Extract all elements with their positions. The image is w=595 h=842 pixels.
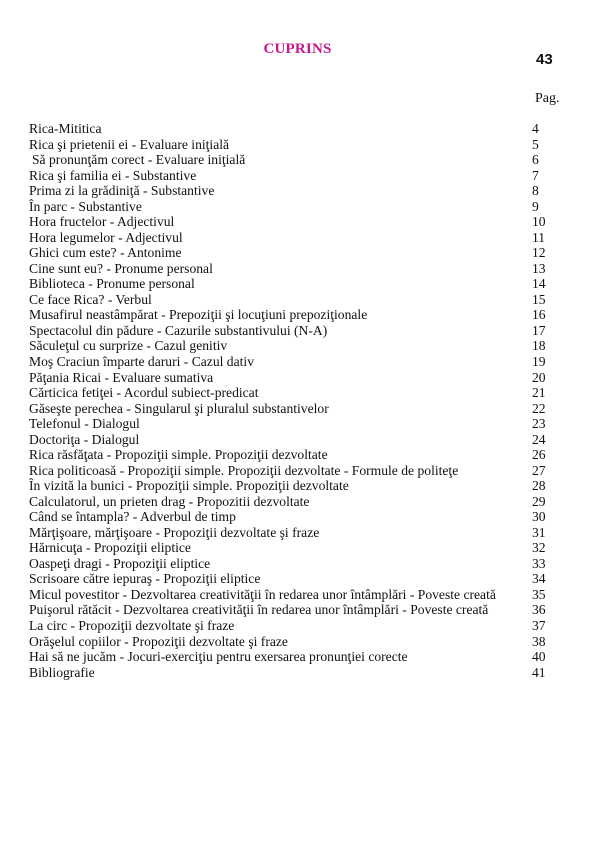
toc-entry xyxy=(29,494,549,510)
toc-entry-page: 13 xyxy=(532,260,546,276)
toc-entry-page: 30 xyxy=(532,509,546,525)
toc-entry xyxy=(29,183,549,199)
toc-title: CUPRINS xyxy=(263,41,332,57)
toc-entry-page: 34 xyxy=(532,571,546,587)
toc-entry-title: Moş Craciun împarte daruri - Cazul dativ xyxy=(29,353,254,369)
toc-entry xyxy=(29,338,549,354)
toc-entry-title: Hărnicuţa - Propoziţii eliptice xyxy=(29,540,191,556)
toc-entry xyxy=(29,540,549,556)
toc-entry-title: Cărticica fetiţei - Acordul subiect-predicat xyxy=(29,385,259,401)
toc-entry-title: Mărţişoare, mărţişoare - Propoziţii dezvoltate şi fraze xyxy=(29,524,320,540)
toc-entry-page: 23 xyxy=(532,416,546,432)
toc-entry-title: Doctoriţa - Dialogul xyxy=(29,431,140,447)
toc-entry-page: 15 xyxy=(532,291,546,307)
toc-entry-title: Rica-Mititica xyxy=(29,121,102,136)
toc-entry-title: Puişorul rătăcit - Dezvoltarea creativităţii în redarea unor întâmplări - Poveste creată xyxy=(29,602,489,618)
toc-entry-page: 5 xyxy=(532,136,539,152)
toc-entry-title: Când se întampla? - Adverbul de timp xyxy=(29,509,236,525)
toc-entry-title: Hora fructelor - Adjectivul xyxy=(29,214,175,230)
toc-entry-page: 31 xyxy=(532,524,546,540)
toc-entry-page: 26 xyxy=(532,447,546,463)
toc-entry-title: Săculeţul cu surprize - Cazul genitiv xyxy=(29,338,228,354)
toc-entry xyxy=(29,447,549,463)
toc-entry-title: Calculatorul, un prieten drag - Propozitii dezvoltate xyxy=(29,493,310,509)
toc-entry xyxy=(29,525,549,541)
toc-entry-page: 24 xyxy=(532,431,546,447)
toc-entry xyxy=(29,261,549,277)
toc-entry xyxy=(29,463,549,479)
toc-entry-title: Musafirul neastâmpărat - Prepoziţii şi locuţiuni prepoziţionale xyxy=(29,307,368,323)
toc-entry xyxy=(29,230,549,246)
toc-entry xyxy=(29,385,549,401)
toc-entry-title: Rica politicoasă - Propoziţii simple. Propoziţii dezvoltate - Formule de politeţe xyxy=(29,462,459,478)
toc-entry-title: Cine sunt eu? - Pronume personal xyxy=(29,260,213,276)
toc-entry xyxy=(29,323,549,339)
toc-entry-title: Scrisoare către iepuraş - Propoziţii eliptice xyxy=(29,571,261,587)
toc-entry xyxy=(29,618,549,634)
toc-entry xyxy=(29,478,549,494)
toc-entry xyxy=(29,168,549,184)
toc-entry xyxy=(29,152,549,168)
toc-entry xyxy=(29,199,549,215)
toc-entry-page: 9 xyxy=(532,198,539,214)
toc-entry-title: Ghici cum este? - Antonime xyxy=(29,245,182,261)
toc-entry-page: 14 xyxy=(532,276,546,292)
toc-entry-title: Hai să ne jucăm - Jocuri-exerciţiu pentru exersarea pronunţiei corecte xyxy=(29,649,408,665)
toc-entry-title: Orăşelul copiilor - Propoziţii dezvoltate şi fraze xyxy=(29,633,288,649)
toc-entry-title: Rica şi prietenii ei - Evaluare iniţială xyxy=(29,136,230,152)
toc-entry-page: 16 xyxy=(532,307,546,323)
toc-entry-title: Păţania Ricai - Evaluare sumativa xyxy=(29,369,214,385)
toc-entry-page: 32 xyxy=(532,540,546,556)
toc-entry xyxy=(29,245,549,261)
toc-entry xyxy=(29,354,549,370)
toc-entry xyxy=(29,509,549,525)
toc-entry-title: Să pronunţăm corect - Evaluare iniţială xyxy=(32,152,246,168)
toc-entry xyxy=(29,587,549,603)
toc-entry xyxy=(29,276,549,292)
toc-entry xyxy=(29,634,549,650)
toc-entry-title: Hora legumelor - Adjectivul xyxy=(29,229,183,245)
toc-entry-page: 33 xyxy=(532,555,546,571)
toc-entry-page: 7 xyxy=(532,167,539,183)
toc-entry-page: 40 xyxy=(532,649,546,665)
toc-entry-page: 27 xyxy=(532,462,546,478)
toc-entry-page: 8 xyxy=(532,183,539,199)
toc-entry-page: 37 xyxy=(532,618,546,633)
toc-entry-title: Rica răsfăţata - Propoziţii simple. Propoziţii dezvoltate xyxy=(29,447,328,463)
toc-entry-page: 36 xyxy=(532,602,546,618)
toc-entry-page: 20 xyxy=(532,369,546,385)
toc-entry xyxy=(29,121,549,137)
toc-entry xyxy=(29,370,549,386)
toc-entry-title: Găseşte perechea - Singularul şi pluralul substantivelor xyxy=(29,400,329,416)
page-number: 43 xyxy=(536,51,553,68)
toc-entry-page: 19 xyxy=(532,353,546,369)
toc-entry-page: 12 xyxy=(532,245,546,261)
toc-entry xyxy=(29,665,549,681)
toc-entry xyxy=(29,649,549,665)
toc-entry-title: Biblioteca - Pronume personal xyxy=(29,276,195,292)
toc-entry-page: 6 xyxy=(532,152,539,168)
toc-entry-title: În vizită la bunici - Propoziţii simple. Propoziţii dezvoltate xyxy=(29,478,349,494)
toc-entry-page: 21 xyxy=(532,385,546,401)
toc-entry-title: Bibliografie xyxy=(29,664,95,680)
toc-entry xyxy=(29,432,549,448)
toc-entry xyxy=(29,137,549,153)
toc-entry-title: În parc - Substantive xyxy=(29,198,142,214)
toc-entry-title: Rica şi familia ei - Substantive xyxy=(29,167,197,183)
toc-entry xyxy=(29,571,549,587)
toc-entry-page: 38 xyxy=(532,633,546,649)
toc-entry-page: 28 xyxy=(532,478,546,494)
toc-entry-title: Spectacolul din pădure - Cazurile substantivului (N-A) xyxy=(29,322,328,338)
toc-entry-page: 35 xyxy=(532,586,546,602)
toc-entry-title: Ce face Rica? - Verbul xyxy=(29,291,152,307)
toc-entry-page: 29 xyxy=(532,493,546,509)
toc-entry-title: Prima zi la grădiniţă - Substantive xyxy=(29,183,215,199)
toc-entry-title: Telefonul - Dialogul xyxy=(29,416,140,432)
toc-entry-title: La circ - Propoziţii dezvoltate şi fraze xyxy=(29,618,235,633)
toc-entry xyxy=(29,556,549,572)
toc-entry-page: 17 xyxy=(532,322,546,338)
toc-entry-page: 41 xyxy=(532,664,546,680)
toc-entry-page: 4 xyxy=(532,121,539,136)
toc-entry xyxy=(29,214,549,230)
table-of-contents xyxy=(29,121,549,680)
toc-entry xyxy=(29,307,549,323)
toc-entry xyxy=(29,416,549,432)
toc-entry-page: 18 xyxy=(532,338,546,354)
toc-entry-title: Micul povestitor - Dezvoltarea creativităţii în redarea unor întâmplări - Poveste creată xyxy=(29,586,496,602)
toc-entry xyxy=(29,401,549,417)
toc-entry-title: Oaspeţi dragi - Propoziţii eliptice xyxy=(29,555,211,571)
pag-column-label: Pag. xyxy=(535,91,560,106)
toc-entry-page: 22 xyxy=(532,400,546,416)
toc-entry-page: 10 xyxy=(532,214,546,230)
toc-entry xyxy=(29,602,549,618)
toc-entry xyxy=(29,292,549,308)
toc-entry-page: 11 xyxy=(532,229,546,245)
